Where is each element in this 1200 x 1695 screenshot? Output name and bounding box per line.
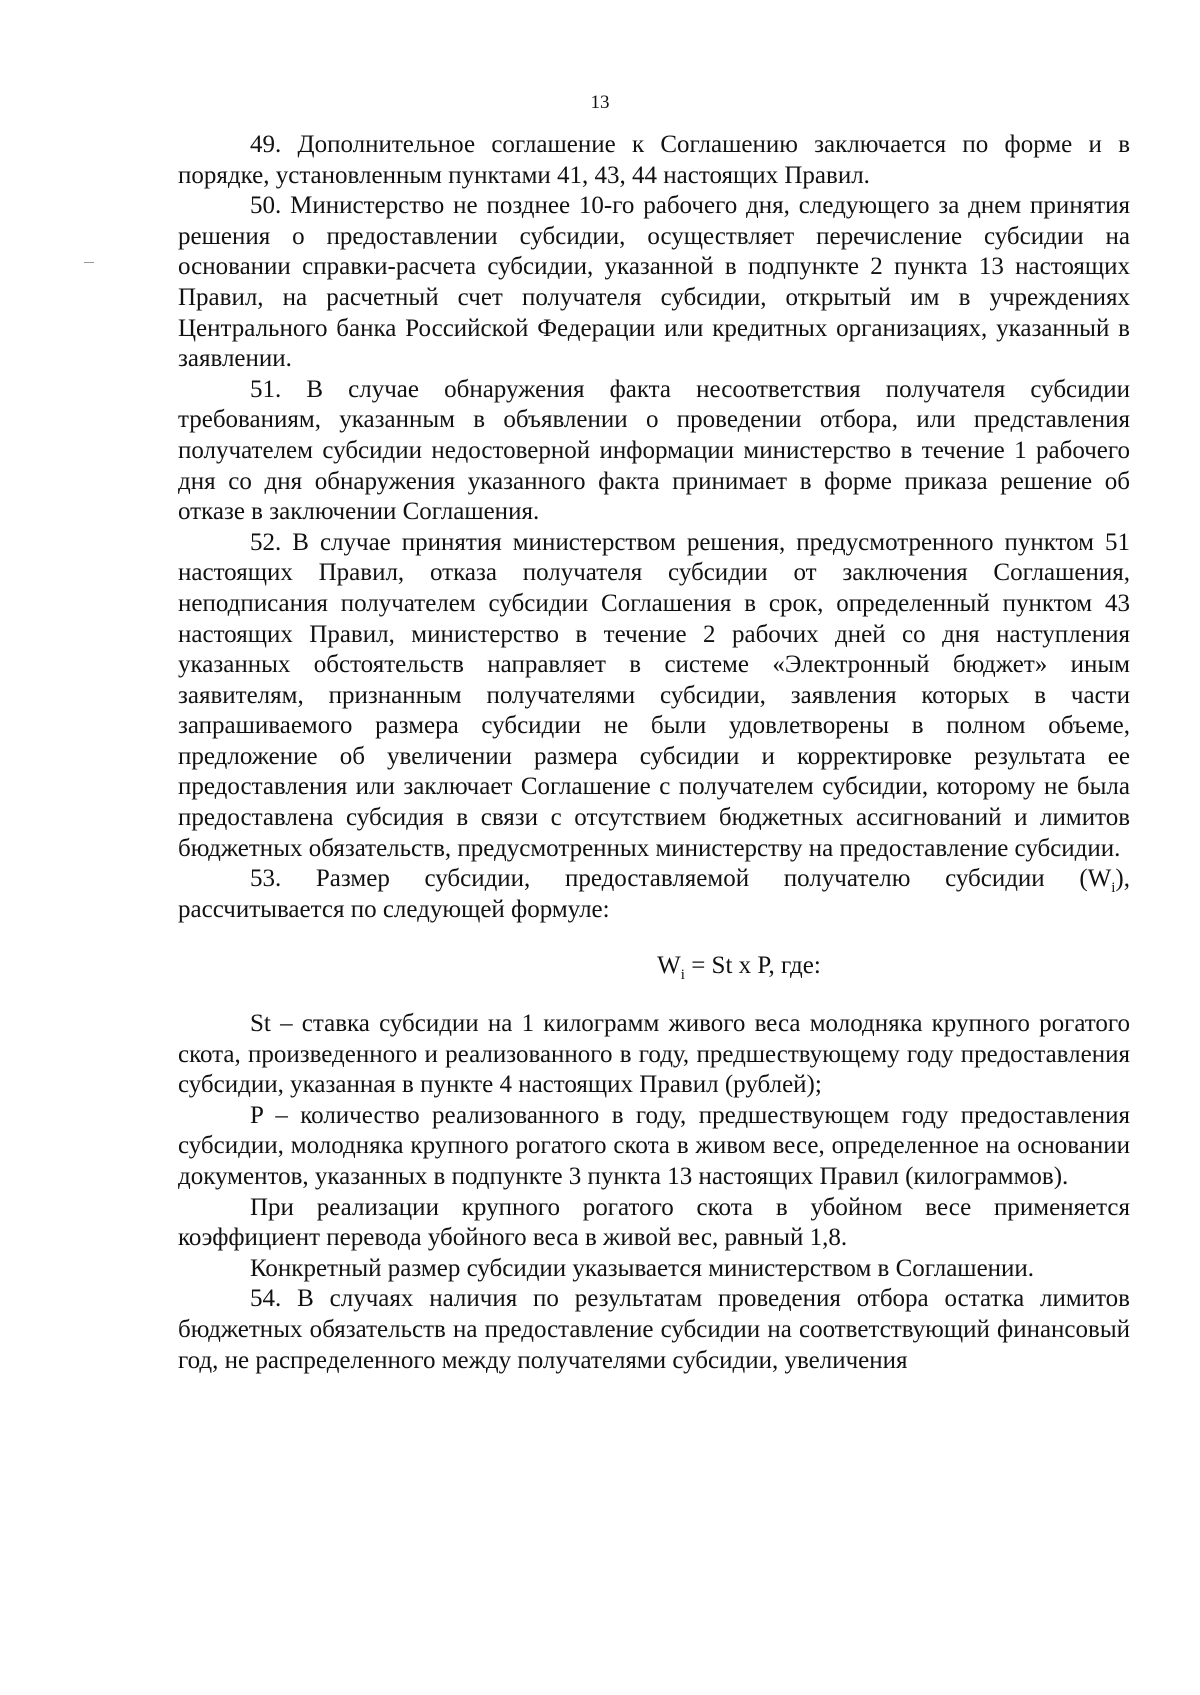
paragraph-50: 50. Министерство не позднее 10-го рабочего дня, следующего за днем принятия решения о предоставлении субсидии, осуществляет перечисление субсидии на основании справки-расчета субсидии, указанной в подпункте 2 пункта 13 настоящих Правил, на расчетный счет получателя субсидии, открытый им в учреждениях Центрального банка Российской Федерации или кредитных организациях, указанный в заявлении. bbox=[178, 192, 1130, 373]
margin-mark bbox=[84, 262, 94, 263]
paragraph-49: 49. Дополнительное соглашение к Соглашению заключается по форме и в порядке, установленным пунктами 41, 43, 44 настоящих Правил. bbox=[178, 131, 1130, 189]
page-number: 13 bbox=[590, 92, 610, 113]
subsidy-formula bbox=[178, 951, 1130, 982]
formula-rhs: = St x P, где: bbox=[684, 952, 821, 980]
paragraph-52: 52. В случае принятия министерством решения, предусмотренного пунктом 51 настоящих Правил, отказа получателя субсидии от заключения Соглашения, неподписания получателем субсидии Соглашения в срок, определенный пунктом 43 настоящих Правил, министерство в течение 2 рабочих дней со дня наступления указанных обстоятельств направляет в системе «Электронный бюджет» иным заявителям, признанным получателями субсидии, заявления которых в части запрашиваемого размера субсидии не были удовлетворены в полном объеме, предложение об увеличении размера субсидии и корректировке результата ее предоставления или заключает Соглашение с получателем субсидии, которому не была предоставлена субсидия в связи с отсутствием бюджетных ассигнований и лимитов бюджетных обязательств, предусмотренных министерству на предоставление субсидии. bbox=[178, 528, 1130, 862]
paragraph-53-text-end: ), рассчитывается по следующей формуле: bbox=[178, 865, 1130, 923]
definition-st: St – ставка субсидии на 1 килограмм живого веса молодняка крупного рогатого скота, произведенного и реализованного в году, предшествующему году предоставления субсидии, указанная в пункте 4 настоящих Правил (рублей); bbox=[178, 1010, 1130, 1099]
formula-lhs: W bbox=[657, 952, 681, 980]
paragraph-53 bbox=[178, 864, 1130, 925]
paragraph-53-subscript: i bbox=[1111, 880, 1116, 897]
formula-subscript: i bbox=[680, 967, 685, 984]
paragraph-53-text-start: 53. Размер субсидии, предоставляемой получателю субсидии (W bbox=[250, 865, 1112, 893]
document-body bbox=[178, 130, 1130, 1376]
concrete-amount-paragraph: Конкретный размер субсидии указывается министерством в Соглашении. bbox=[250, 1254, 1035, 1282]
paragraph-51: 51. В случае обнаружения факта несоответствия получателя субсидии требованиям, указанным в объявлении о проведении отбора, или представления получателем субсидии недостоверной информации министерство в течение 1 рабочего дня со дня обнаружения указанного факта принимает в форме приказа решение об отказе в заключении Соглашения. bbox=[178, 375, 1130, 526]
coefficient-paragraph: При реализации крупного рогатого скота в убойном весе применяется коэффициент перевода убойного веса в живой вес, равный 1,8. bbox=[178, 1193, 1130, 1252]
paragraph-54: 54. В случаях наличия по результатам проведения отбора остатка лимитов бюджетных обязательств на предоставление субсидии на соответствующий финансовый год, не распределенного между получателями субсидии, увеличения bbox=[178, 1285, 1130, 1374]
definition-p: P – количество реализованного в году, предшествующем году предоставления субсидии, молодняка крупного рогатого скота в живом весе, определенное на основании документов, указанных в подпункте 3 пункта 13 настоящих Правил (килограммов). bbox=[178, 1101, 1130, 1190]
